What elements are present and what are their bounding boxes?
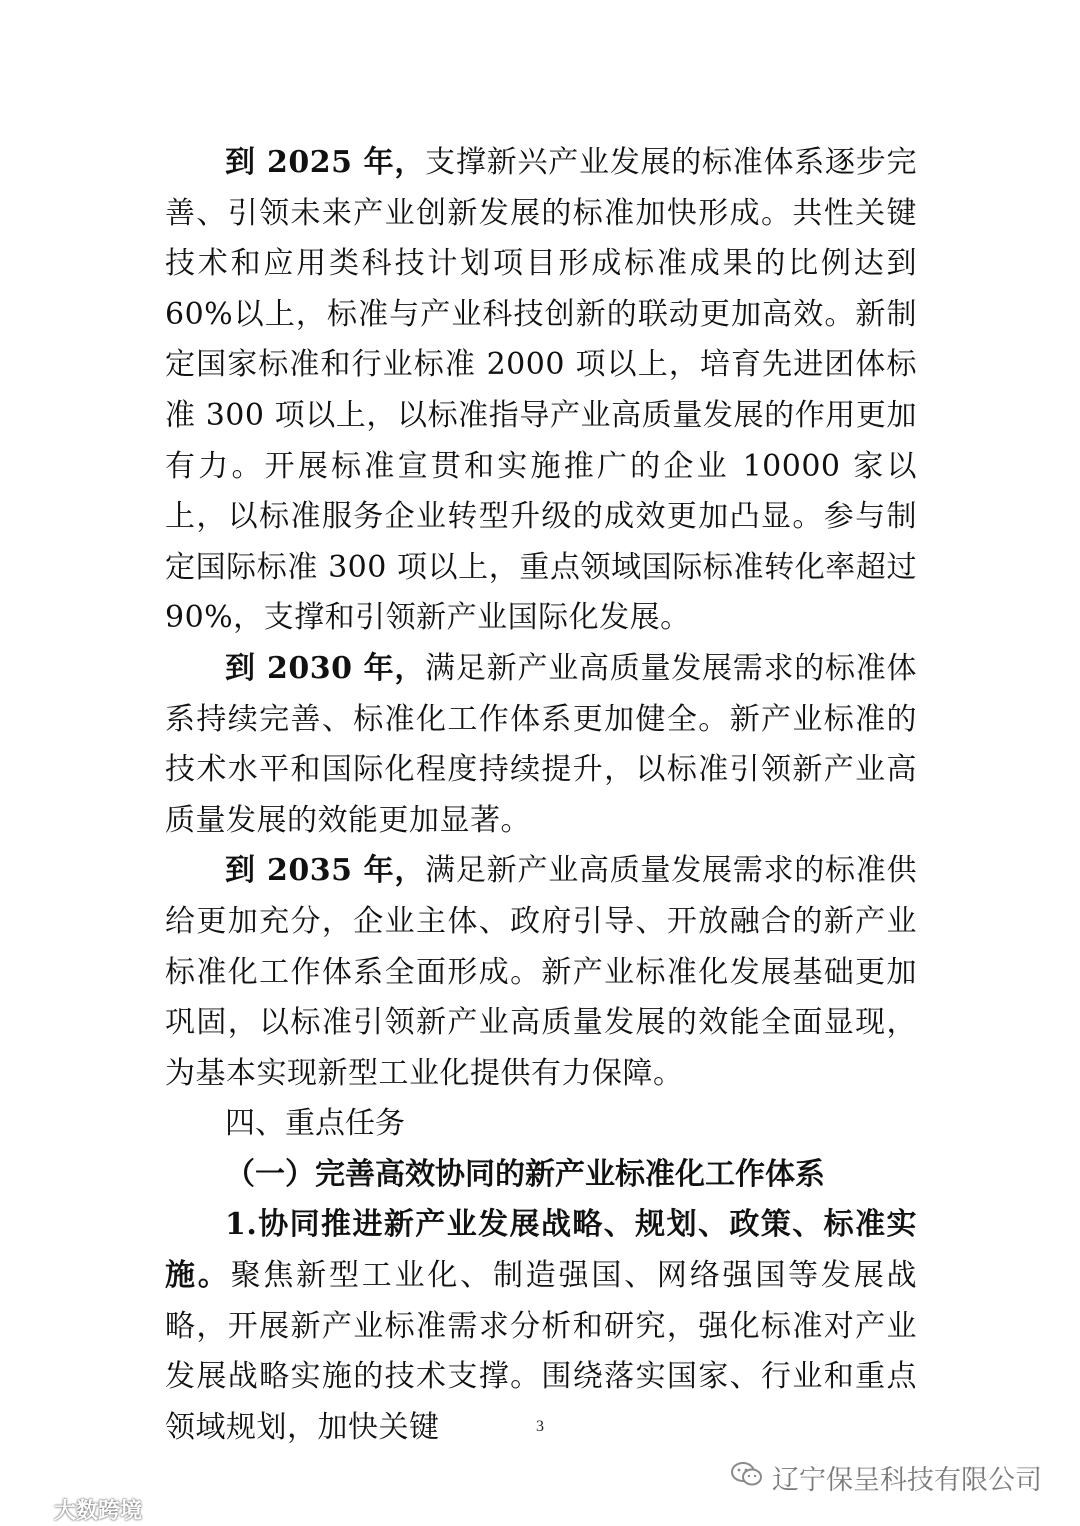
logo-icon [10,1495,50,1525]
paragraph-2025 [165,138,917,644]
item-text: 聚焦新型工业化、制造强国、网络强国等发展战略，开展新产业标准需求分析和研究，强化标准对产业发展战略实施的技术支撑。围绕落实国家、行业和重点领域规划，加快关键 [165,1258,918,1445]
watermark-left-text: 大数跨境 [54,1499,143,1524]
paragraph-text: 满足新产业高质量发展需求的标准供给更加充分，企业主体、政府引导、开放融合的新产业标准化工作体系全面形成。新产业标准化发展基础更加巩固，以标准引领新产业高质量发展的效能全面显现，为基本实现新型工业化提供有力保障。 [165,853,918,1091]
paragraph-lead: 到 2025 年， [225,145,426,180]
section-heading: 四、重点任务 [225,1106,405,1142]
watermark-left [10,1494,142,1525]
paragraph-2035 [165,846,917,1099]
paragraph-item-1 [165,1200,917,1453]
paragraph-text: 支撑新兴产业发展的标准体系逐步完善、引领未来产业创新发展的标准加快形成。共性关键技术和应用类科技计划项目形成标准成果的比例达到 60%以上，标准与产业科技创新的联动更加高效。新制定国家标准和行业标准 2000 项以上，培育先进团体标准 300 项以上，以标准指导产业高质量发展的作用更加有力。开展标准宣贯和实施推广的企业 10000 家以上，以标准服务企业转型升级的成效更加凸显。参与制定国际标准 300 项以上，重点领域国际标准转化率超过 90%，支撑和引领新产业国际化发展。 [165,145,918,636]
wechat-icon [730,1460,764,1495]
paragraph-lead: 到 2035 年， [225,853,426,889]
watermark-right [730,1458,1042,1497]
paragraph-text: 满足新产业高质量发展需求的标准体系持续完善、标准化工作体系更加健全。新产业标准的技术水平和国际化程度持续提升，以标准引领新产业高质量发展的效能更加显著。 [165,650,918,838]
paragraph-lead: 到 2030 年， [225,650,426,686]
watermark-right-text: 辽宁保呈科技有限公司 [772,1465,1042,1496]
item-title: 1.协同推进新产业发展战略、规划、政策、标准实施。 [165,1207,917,1294]
subsection-heading: （一）完善高效协同的新产业标准化工作体系 [225,1156,825,1192]
page-number: 3 [536,1418,544,1435]
page-content [165,138,917,1453]
paragraph-2030 [165,644,917,846]
